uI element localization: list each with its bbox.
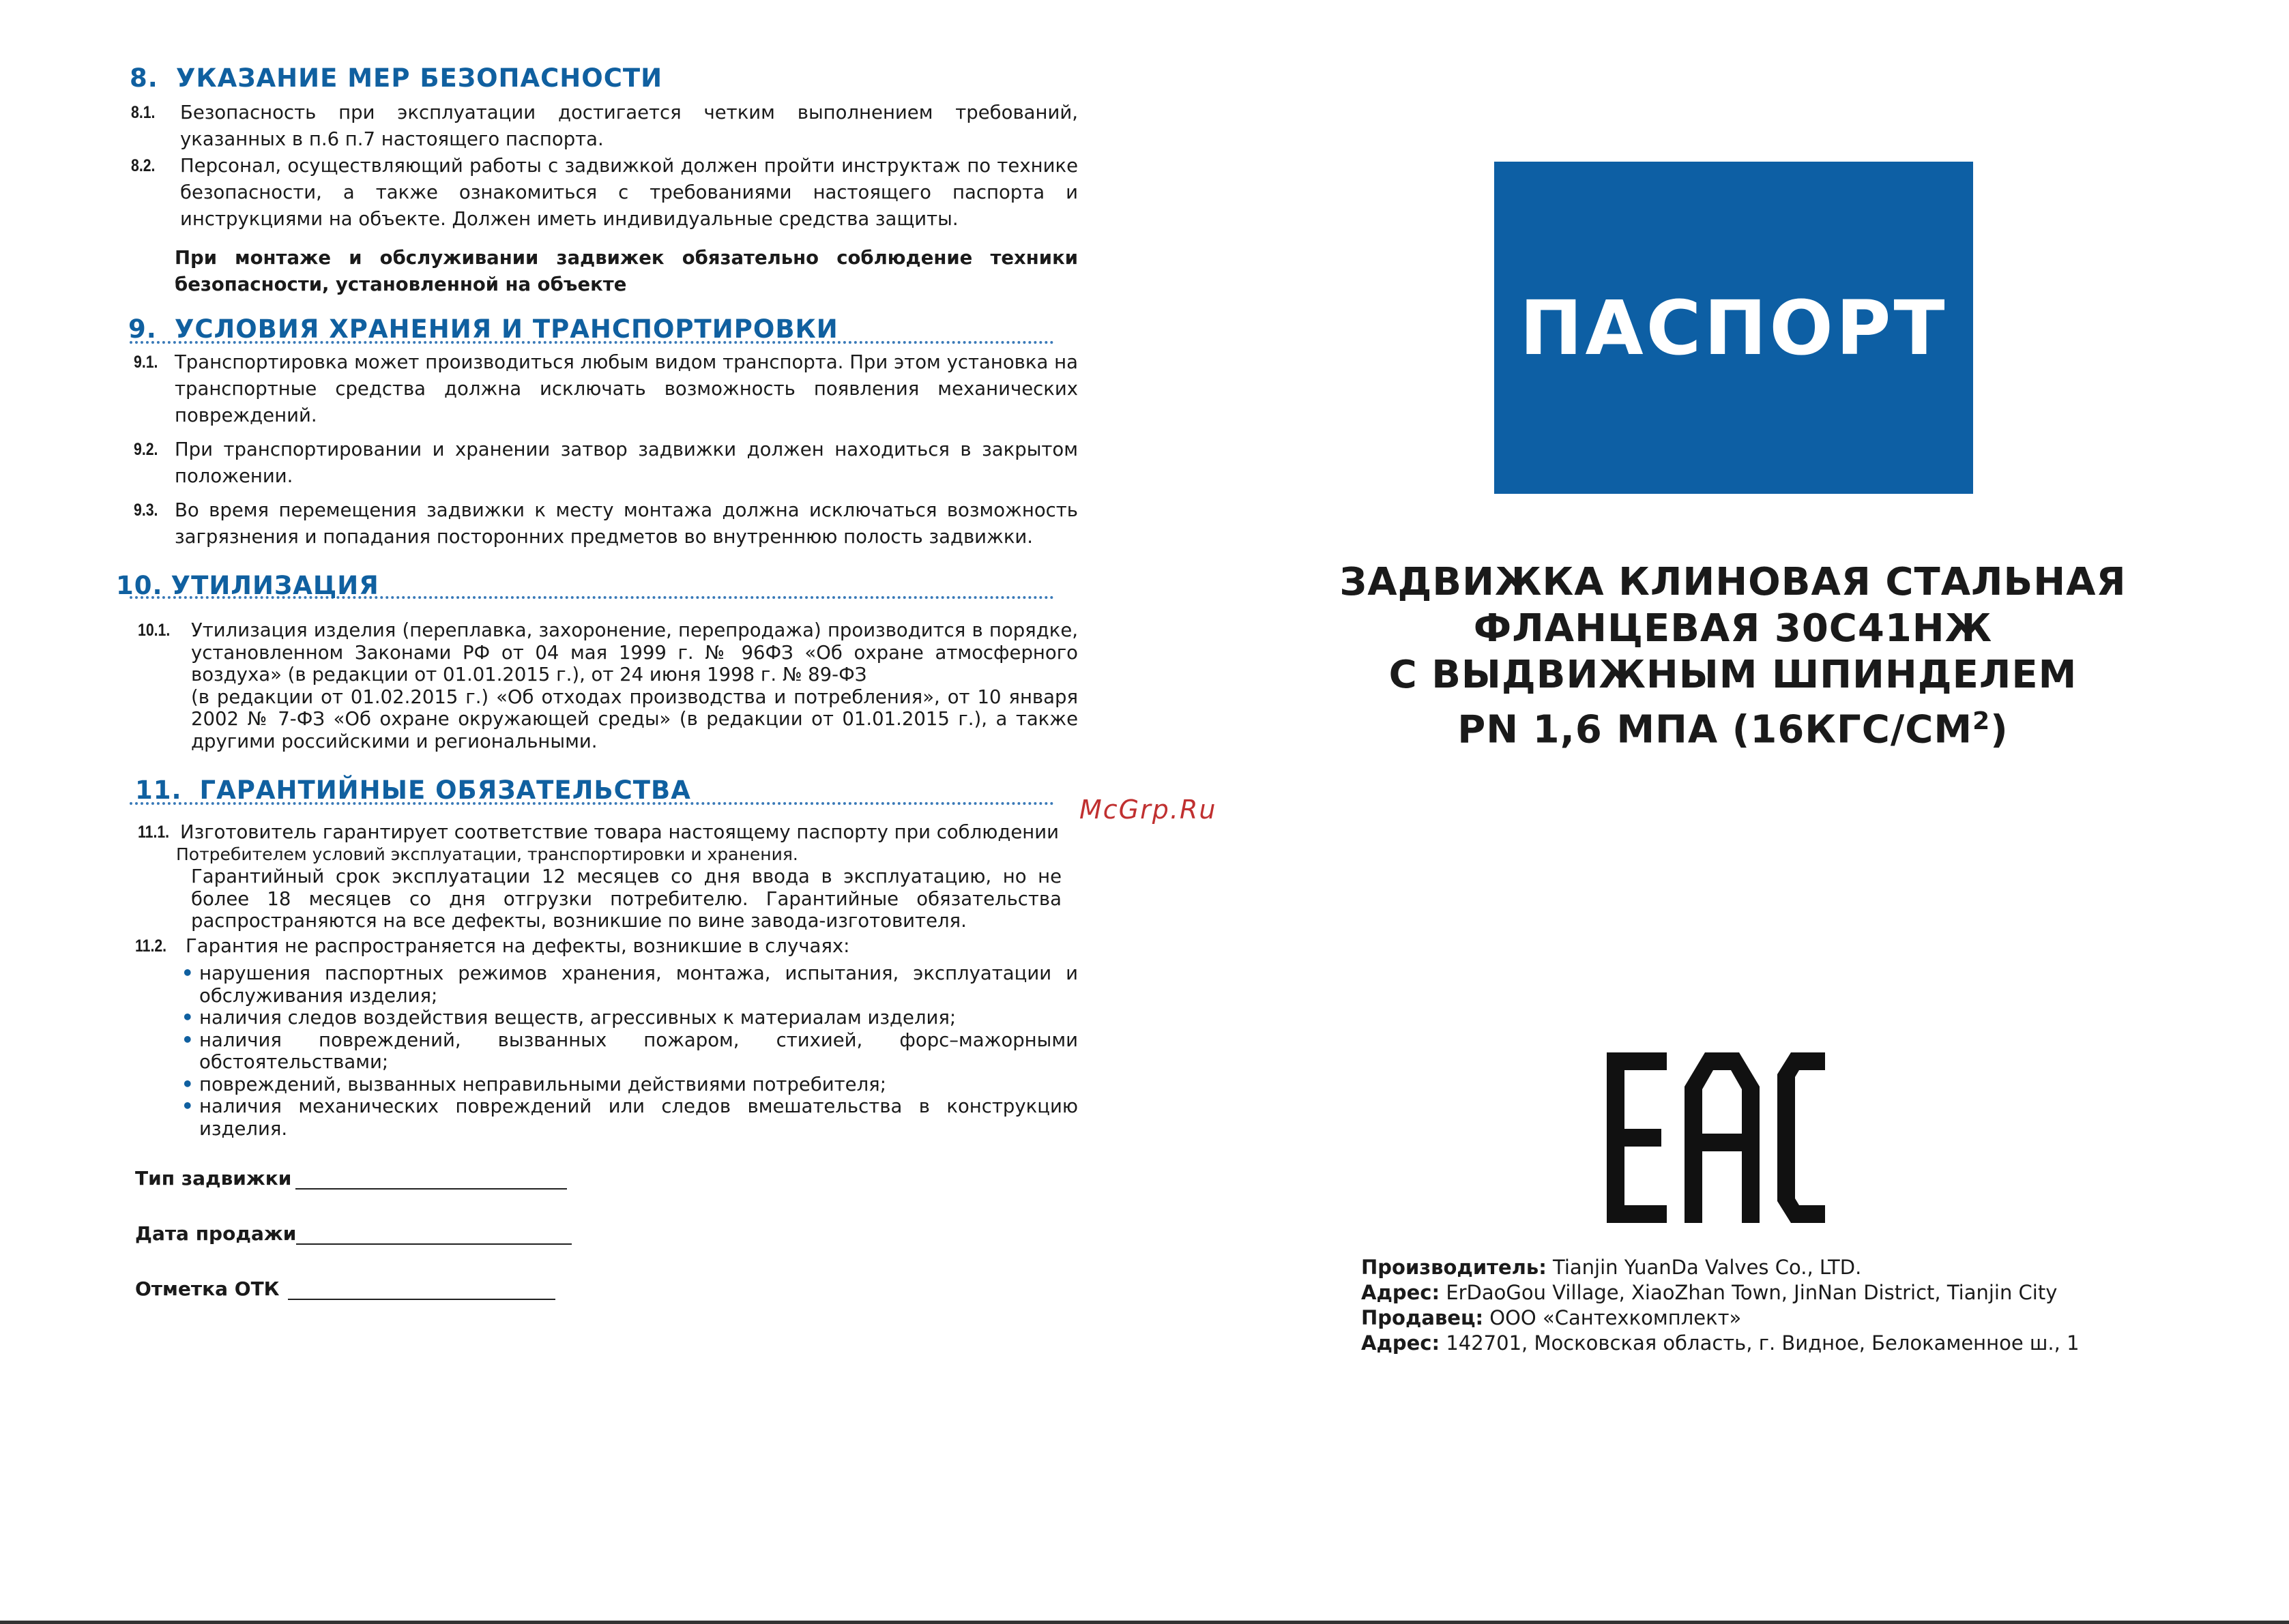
paragraph-number: 8.2. [131, 156, 156, 175]
paragraph-8-1 [116, 100, 1092, 153]
list-item [116, 1007, 1078, 1029]
section-title: ГАРАНТИЙНЫЕ ОБЯЗАТЕЛЬСТВА [199, 776, 691, 805]
seller-label: Продавец: [1361, 1306, 1484, 1329]
address-value: 142701, Московская область, г. Видное, Белокаменное ш., 1 [1446, 1331, 2080, 1355]
bullet-icon: • [181, 1095, 194, 1117]
passport-banner [1494, 162, 1973, 494]
paragraph-number: 11.2. [135, 936, 167, 956]
field-line [295, 1169, 567, 1190]
page-bottom-border [0, 1621, 2289, 1624]
section-11-heading [135, 776, 1092, 805]
seller-address-row [1361, 1331, 2080, 1356]
title-line-pressure [1296, 698, 2170, 754]
list-item [116, 962, 1078, 1007]
seller-value: ООО «Сантехкомплект» [1489, 1306, 1742, 1329]
paragraph-second-line: Потребителем условий эксплуатации, транспортировки и хранения. [176, 844, 798, 864]
superscript: 2 [1972, 707, 1991, 735]
paragraph-number: 9.2. [134, 440, 158, 459]
section-title: УСЛОВИЯ ХРАНЕНИЯ И ТРАНСПОРТИРОВКИ [174, 314, 839, 344]
paragraph-number: 8.1. [131, 103, 156, 122]
paragraph-8-2 [116, 153, 1092, 233]
bullet-icon: • [181, 1029, 194, 1051]
eac-mark-graphic [1607, 1052, 1825, 1223]
seller-row [1361, 1305, 2080, 1331]
title-line: ЗАДВИЖКА КЛИНОВАЯ СТАЛЬНАЯ [1339, 560, 2127, 604]
list-item [116, 1095, 1078, 1140]
bullet-icon: • [181, 1073, 194, 1095]
field-line [296, 1224, 572, 1245]
section-9-heading [128, 314, 1092, 344]
producer-row [1361, 1255, 2080, 1280]
address-value: ErDaoGou Village, XiaoZhan Town, JinNan District, Tianjin City [1446, 1281, 2058, 1304]
section-number: 9. [128, 314, 157, 344]
paragraph-11-1 [116, 821, 1092, 932]
product-title [1296, 559, 2170, 754]
safety-warning: При монтаже и обслуживании задвижек обязательно соблюдение техники безопасности, установленной на объекте [175, 247, 1078, 295]
left-page [116, 55, 1092, 1300]
manufacturer-info [1361, 1255, 2080, 1356]
paragraph-text: Безопасность при эксплуатации достигается четким выполнением требований, указанных в п.6 п.7 настоящего паспорта. [180, 102, 1078, 150]
exclusions-list [116, 962, 1092, 1140]
field-line [288, 1280, 555, 1300]
title-line: С ВЫДВИЖНЫМ ШПИНДЕЛЕМ [1388, 653, 2077, 697]
sale-date-field[interactable] [135, 1222, 1092, 1245]
paragraph-text-continued: (в редакции от 01.02.2015 г.) «Об отходах производства и потребления», от 10 января 2002 № 7-ФЗ «Об охране окружающей среды» (в редакции от 01.01.2015 г.), а также другими российскими и региональными. [191, 685, 1078, 752]
watermark: McGrp.Ru [1079, 795, 1217, 825]
field-label: Дата продажи [135, 1222, 297, 1245]
paragraph-text: Гарантия не распространяется на дефекты, возникшие в случаях: [186, 934, 850, 957]
list-item [116, 1074, 1078, 1096]
paragraph-text: Утилизация изделия (переплавка, захоронение, перепродажа) производится в порядке, установленном Законами РФ от 04 мая 1999 г. № 96ФЗ «Об охране атмосферного воздуха» (в редакции от 01.01.2015 г.), от 24 июня 1998 г. № 89-ФЗ [191, 619, 1078, 685]
paragraph-10-1 [116, 619, 1092, 752]
bullet-icon: • [181, 962, 194, 984]
paragraph-number: 10.1. [138, 621, 171, 640]
valve-type-field[interactable] [135, 1167, 1092, 1190]
paragraph-first-line: Изготовитель гарантирует соответствие товара настоящему паспорту при соблюдении [180, 821, 1060, 843]
section-number: 8. [130, 63, 158, 93]
closing-paren: ) [1990, 707, 2009, 752]
list-item [116, 1029, 1078, 1074]
paragraph-text: Персонал, осуществляющий работы с задвижкой должен пройти инструктаж по технике безопасности, а также ознакомиться с требованиями настоящего паспорта и инструкциями на объекте. Должен иметь индивидуальные средства защиты. [180, 155, 1078, 230]
producer-label: Производитель: [1361, 1256, 1547, 1279]
paragraph-number: 9.3. [134, 501, 158, 520]
list-item-text: нарушения паспортных режимов хранения, монтажа, испытания, эксплуатации и обслуживания изделия; [199, 962, 1078, 1007]
list-item-text: наличия следов воздействия веществ, агрессивных к материалам изделия; [199, 1007, 957, 1029]
paragraph-number: 9.1. [134, 353, 158, 372]
address-label: Адрес: [1361, 1331, 1440, 1355]
passport-label: ПАСПОРТ [1519, 284, 1948, 372]
paragraph-text: Гарантийный срок эксплуатации 12 месяцев со дня ввода в эксплуатацию, но не более 18 месяцев со дня отгрузки потребителю. Гарантийные обязательства распространяются на все дефекты, возникшие по вине завода-изготовителя. [191, 866, 1062, 932]
address-label: Адрес: [1361, 1281, 1440, 1304]
paragraph-text: При транспортировании и хранении затвор задвижки должен находиться в закрытом положении. [175, 439, 1078, 487]
section-8-heading [130, 63, 1092, 93]
field-label: Тип задвижки [135, 1167, 292, 1190]
list-item-text: повреждений, вызванных неправильными действиями потребителя; [199, 1073, 886, 1095]
section-number: 10. [116, 571, 163, 600]
paragraph-11-2 [116, 935, 1092, 958]
bullet-icon: • [181, 1007, 194, 1029]
address-row [1361, 1280, 2080, 1305]
field-label: Отметка ОТК [135, 1278, 280, 1300]
paragraph-9-3 [116, 497, 1092, 550]
paragraph-text: Транспортировка может производиться любым видом транспорта. При этом установка на транспортные средства должна исключать возможность появления механических повреждений. [175, 351, 1078, 426]
title-line: ФЛАНЦЕВАЯ 30С41НЖ [1473, 606, 1993, 651]
paragraph-text: Во время перемещения задвижки к месту монтажа должна исключаться возможность загрязнения и попадания посторонних предметов во внутреннюю полость задвижки. [175, 499, 1078, 548]
pressure-text: PN 1,6 МПА (16КГС/СМ [1457, 707, 1973, 752]
eac-logo-icon [1607, 1052, 1825, 1226]
section-title: УКАЗАНИЕ МЕР БЕЗОПАСНОСТИ [175, 63, 663, 93]
paragraph-9-2 [116, 437, 1092, 490]
paragraph-9-1 [116, 349, 1092, 429]
list-item-text: наличия повреждений, вызванных пожаром, стихией, форс–мажорными обстоятельствами; [199, 1029, 1078, 1073]
paragraph-number: 11.1. [138, 823, 170, 842]
producer-value: Tianjin YuanDa Valves Co., LTD. [1553, 1256, 1862, 1279]
section-title: УТИЛИЗАЦИЯ [171, 571, 379, 600]
qc-mark-field[interactable] [135, 1278, 1092, 1300]
section-number: 11. [135, 776, 182, 805]
list-item-text: наличия механических повреждений или следов вмешательства в конструкцию изделия. [199, 1095, 1078, 1140]
